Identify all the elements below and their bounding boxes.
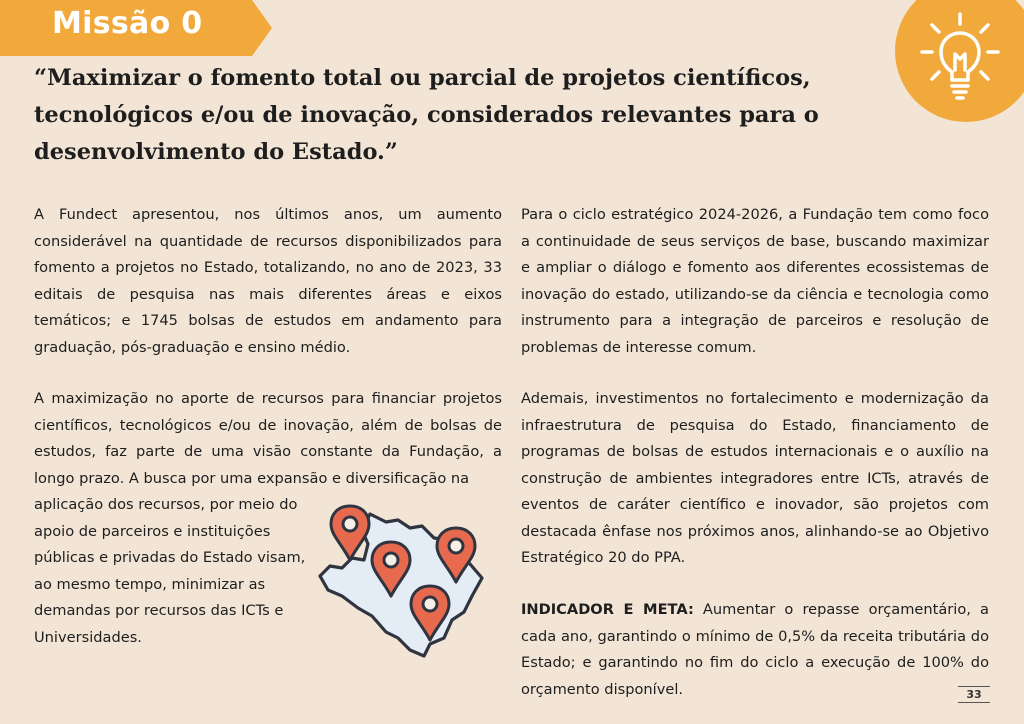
page-title: Missão 0 xyxy=(52,6,203,41)
indicator-label: INDICADOR E META: xyxy=(521,601,694,618)
left-paragraph-3: aplicação dos recursos, por meio do apoio de parceiros e instituições públicas e privadas do Estado visam, ao mesmo tempo, minimizar as demandas por recursos das ICTs e Universidades. xyxy=(34,496,306,646)
indicator-text: Aumentar o repasse orçamentário, a cada ano, garantindo o mínimo de 0,5% da receita tributária do Estado; e garantindo no fim do ciclo a execução de 100% do orçamento disponível. xyxy=(521,601,989,698)
right-paragraph-1: Para o ciclo estratégico 2024-2026, a Fundação tem como foco a continuidade de seus serviços de base, buscando maximizar e ampliar o diálogo e fomento aos diferentes ecossistemas de inovação do estado, utilizando-se da ciência e tecnologia como instrumento para a integração de parceiros e resolução de problemas de interesse comum. xyxy=(521,206,989,356)
left-paragraph-1: A Fundect apresentou, nos últimos anos, um aumento considerável na quantidade de recursos disponibilizados para fomento a projetos no Estado, totalizando, no ano de 2023, 33 editais de pesquisa nas mais diferentes áreas e eixos temáticos; e 1745 bolsas de estudos em andamento para graduação, pós-graduação e ensino médio. xyxy=(34,206,502,356)
map-with-location-pins-icon xyxy=(312,500,494,662)
mission-quote: “Maximizar o fomento total ou parcial de projetos científicos, tecnológicos e/ou de inovação, considerados relevantes para o desenvolvimento do Estado.” xyxy=(34,65,819,165)
lightbulb-icon xyxy=(912,8,1012,108)
page-number: 33 xyxy=(958,686,990,703)
right-paragraph-2: Ademais, investimentos no fortalecimento e modernização da infraestrutura de pesquisa do Estado, financiamento de programas de bolsas de estudos internacionais e o auxílio na construção de ambientes integradores entre ICTs, através de eventos de caráter científico e inovador, são projetos com destacada ênfase nos próximos anos, alinhando-se ao Objetivo Estratégico 20 do PPA. xyxy=(521,390,989,566)
indicator-paragraph xyxy=(521,597,989,703)
left-paragraph-2: A maximização no aporte de recursos para financiar projetos científicos, tecnológicos e/ou de inovação, além de bolsas de estudos, faz parte de uma visão constante da Fundação, a longo prazo. A busca por uma expansão e diversificação na xyxy=(34,390,502,487)
